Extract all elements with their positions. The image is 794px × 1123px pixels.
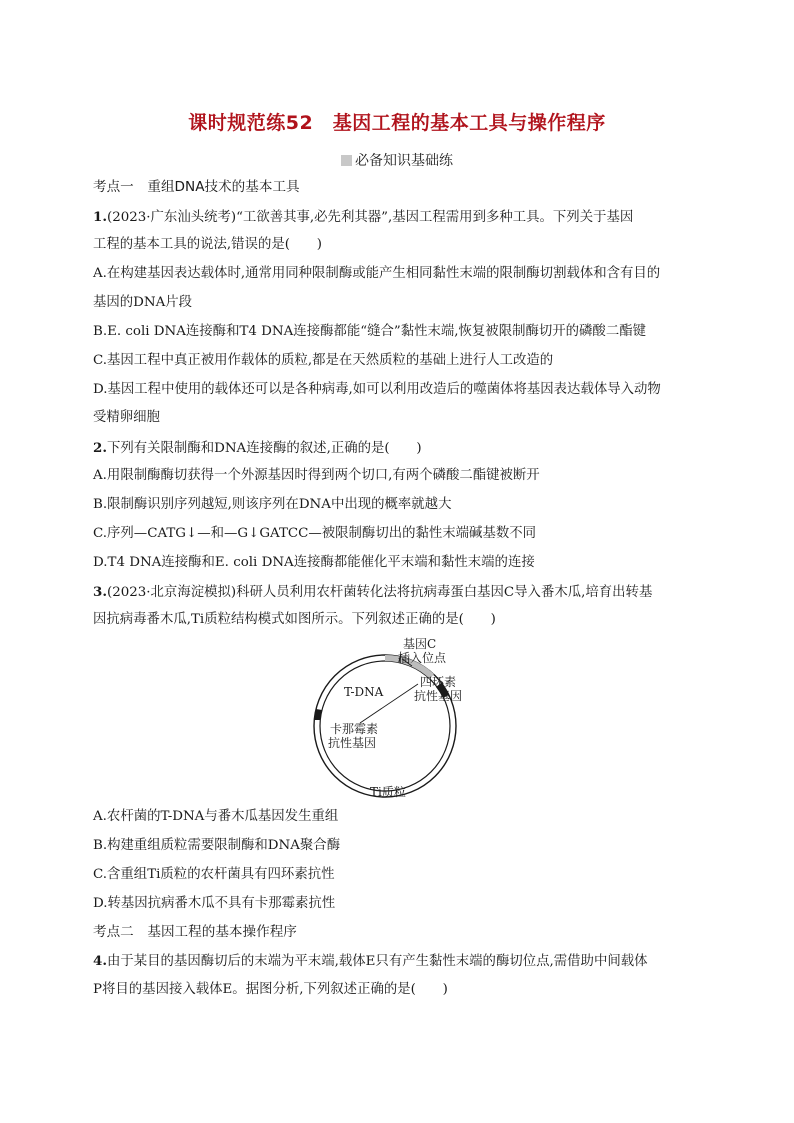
question-3-option-d: D.转基因抗病番木瓜不具有卡那霉素抗性 xyxy=(93,896,336,911)
label-insertion-site: 插入位点 xyxy=(398,651,447,665)
label-tetracycline: 四环素 xyxy=(420,675,457,689)
question-3-number: 3. xyxy=(93,584,107,600)
question-4-stem xyxy=(93,952,648,971)
question-2-stem-text: 下列有关限制酶和DNA连接酶的叙述,正确的是( ) xyxy=(106,441,422,456)
label-tetracycline-gene: 抗性基因 xyxy=(414,689,463,703)
question-1-option-d: D.基因工程中使用的载体还可以是各种病毒,如可以利用改造后的噬菌体将基因表达载体导入动物 xyxy=(93,382,661,397)
label-t-dna: T-DNA xyxy=(344,685,384,699)
question-1-option-d-cont: 受精卵细胞 xyxy=(93,410,160,425)
question-4-stem-line2: P将目的基因接入载体E。据图分析,下列叙述正确的是( ) xyxy=(93,982,448,997)
question-1-stem-line2: 工程的基本工具的说法,错误的是( ) xyxy=(93,237,322,252)
section-subtitle xyxy=(0,150,794,170)
question-2-option-d: D.T4 DNA连接酶和E. coli DNA连接酶都能催化平末端和黏性末端的连接 xyxy=(93,555,535,570)
question-4-number: 4. xyxy=(93,953,107,969)
question-3-option-a: A.农杆菌的T-DNA与番木瓜基因发生重组 xyxy=(93,809,339,824)
question-2-stem xyxy=(93,439,422,458)
ti-plasmid-diagram xyxy=(300,636,500,802)
question-4-stem-line1: 由于某目的基因酶切后的末端为平末端,载体E只有产生黏性末端的酶切位点,需借助中间载体 xyxy=(106,954,648,969)
section-heading-2: 考点二 基因工程的基本操作程序 xyxy=(93,924,297,940)
question-3-option-c: C.含重组Ti质粒的农杆菌具有四环素抗性 xyxy=(93,867,335,882)
question-1-option-b: B.E. coli DNA连接酶和T4 DNA连接酶都能“缝合”黏性末端,恢复被限制酶切开的磷酸二酯键 xyxy=(93,324,646,339)
question-1-stem xyxy=(93,208,633,227)
question-2-number: 2. xyxy=(93,440,107,456)
page-title: 课时规范练52 基因工程的基本工具与操作程序 xyxy=(188,112,606,134)
question-1-option-a: A.在构建基因表达载体时,通常用同种限制酶或能产生相同黏性末端的限制酶切割载体和含有目的 xyxy=(93,266,661,281)
figure-caption: Ti质粒 xyxy=(370,785,406,799)
question-2-option-b: B.限制酶识别序列越短,则该序列在DNA中出现的概率就越大 xyxy=(93,497,452,512)
question-3-stem-line2: 因抗病毒番木瓜,Ti质粒结构模式如图所示。下列叙述正确的是( ) xyxy=(93,612,496,627)
label-kanamycin: 卡那霉素 xyxy=(330,722,379,736)
question-1-number: 1. xyxy=(93,209,107,225)
section-marker-icon xyxy=(341,155,352,166)
question-1-option-a-cont: 基因的DNA片段 xyxy=(93,295,193,310)
label-gene-c: 基因C xyxy=(403,637,437,651)
subtitle-text: 必备知识基础练 xyxy=(355,153,453,169)
question-3-option-b: B.构建重组质粒需要限制酶和DNA聚合酶 xyxy=(93,838,341,853)
question-2-option-a: A.用限制酶酶切获得一个外源基因时得到两个切口,有两个磷酸二酯键被断开 xyxy=(93,468,540,483)
question-3-stem xyxy=(93,583,652,602)
question-1-stem-line1: (2023·广东汕头统考)“工欲善其事,必先利其器”,基因工程需用到多种工具。下列关于基因 xyxy=(106,210,634,225)
question-3-stem-line1: (2023·北京海淀模拟)科研人员利用农杆菌转化法将抗病毒蛋白基因C导入番木瓜,培育出转基 xyxy=(106,585,653,600)
question-2-option-c: C.序列—CATG↓—和—G↓GATCC—被限制酶切出的黏性末端碱基数不同 xyxy=(93,526,537,541)
section-heading-1: 考点一 重组DNA技术的基本工具 xyxy=(93,179,300,195)
label-kanamycin-gene: 抗性基因 xyxy=(328,736,377,750)
question-1-option-c: C.基因工程中真正被用作载体的质粒,都是在天然质粒的基础上进行人工改造的 xyxy=(93,353,554,368)
